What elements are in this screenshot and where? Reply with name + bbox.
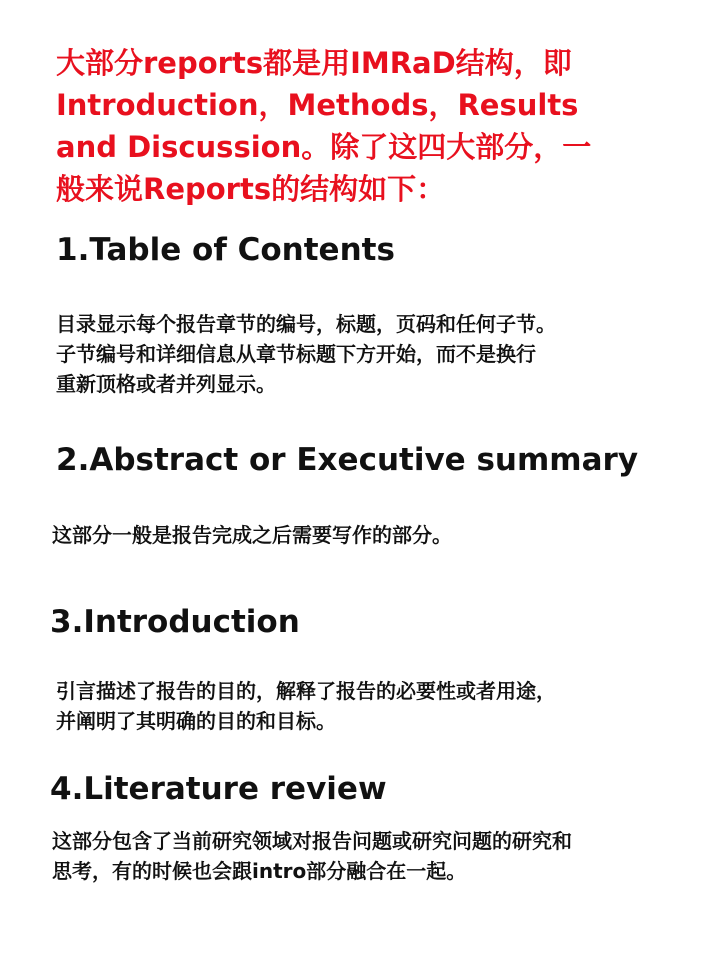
body-line: 并阐明了其明确的目的和目标。 — [56, 709, 336, 733]
body-line: 子节编号和详细信息从章节标题下方开始，而不是换行 — [56, 342, 536, 366]
body-line: 这部分一般是报告完成之后需要写作的部分。 — [52, 523, 452, 547]
body-line: 目录显示每个报告章节的编号，标题，页码和任何子节。 — [56, 312, 556, 336]
intro-line: and Discussion。除了这四大部分，一 — [56, 130, 592, 164]
intro-line: Introduction，Methods，Results — [56, 88, 579, 122]
section-heading-table-of-contents: 1.Table of Contents — [56, 232, 395, 268]
section-heading-literature-review: 4.Literature review — [50, 771, 387, 807]
section-body-literature-review — [52, 826, 572, 886]
section-body-table-of-contents — [56, 309, 556, 399]
intro-paragraph — [56, 42, 656, 210]
section-heading-abstract: 2.Abstract or Executive summary — [56, 442, 639, 478]
body-line: 引言描述了报告的目的，解释了报告的必要性或者用途， — [56, 679, 556, 703]
body-line: 这部分包含了当前研究领域对报告问题或研究问题的研究和 — [52, 829, 572, 853]
body-line: 思考，有的时候也会跟intro部分融合在一起。 — [52, 859, 467, 883]
intro-line: 大部分reports都是用IMRaD结构，即 — [56, 46, 572, 80]
intro-line: 般来说Reports的结构如下： — [56, 172, 446, 206]
section-body-abstract — [52, 520, 452, 550]
body-line: 重新顶格或者并列显示。 — [56, 372, 276, 396]
section-heading-introduction: 3.Introduction — [50, 604, 300, 640]
section-body-introduction — [56, 676, 556, 736]
